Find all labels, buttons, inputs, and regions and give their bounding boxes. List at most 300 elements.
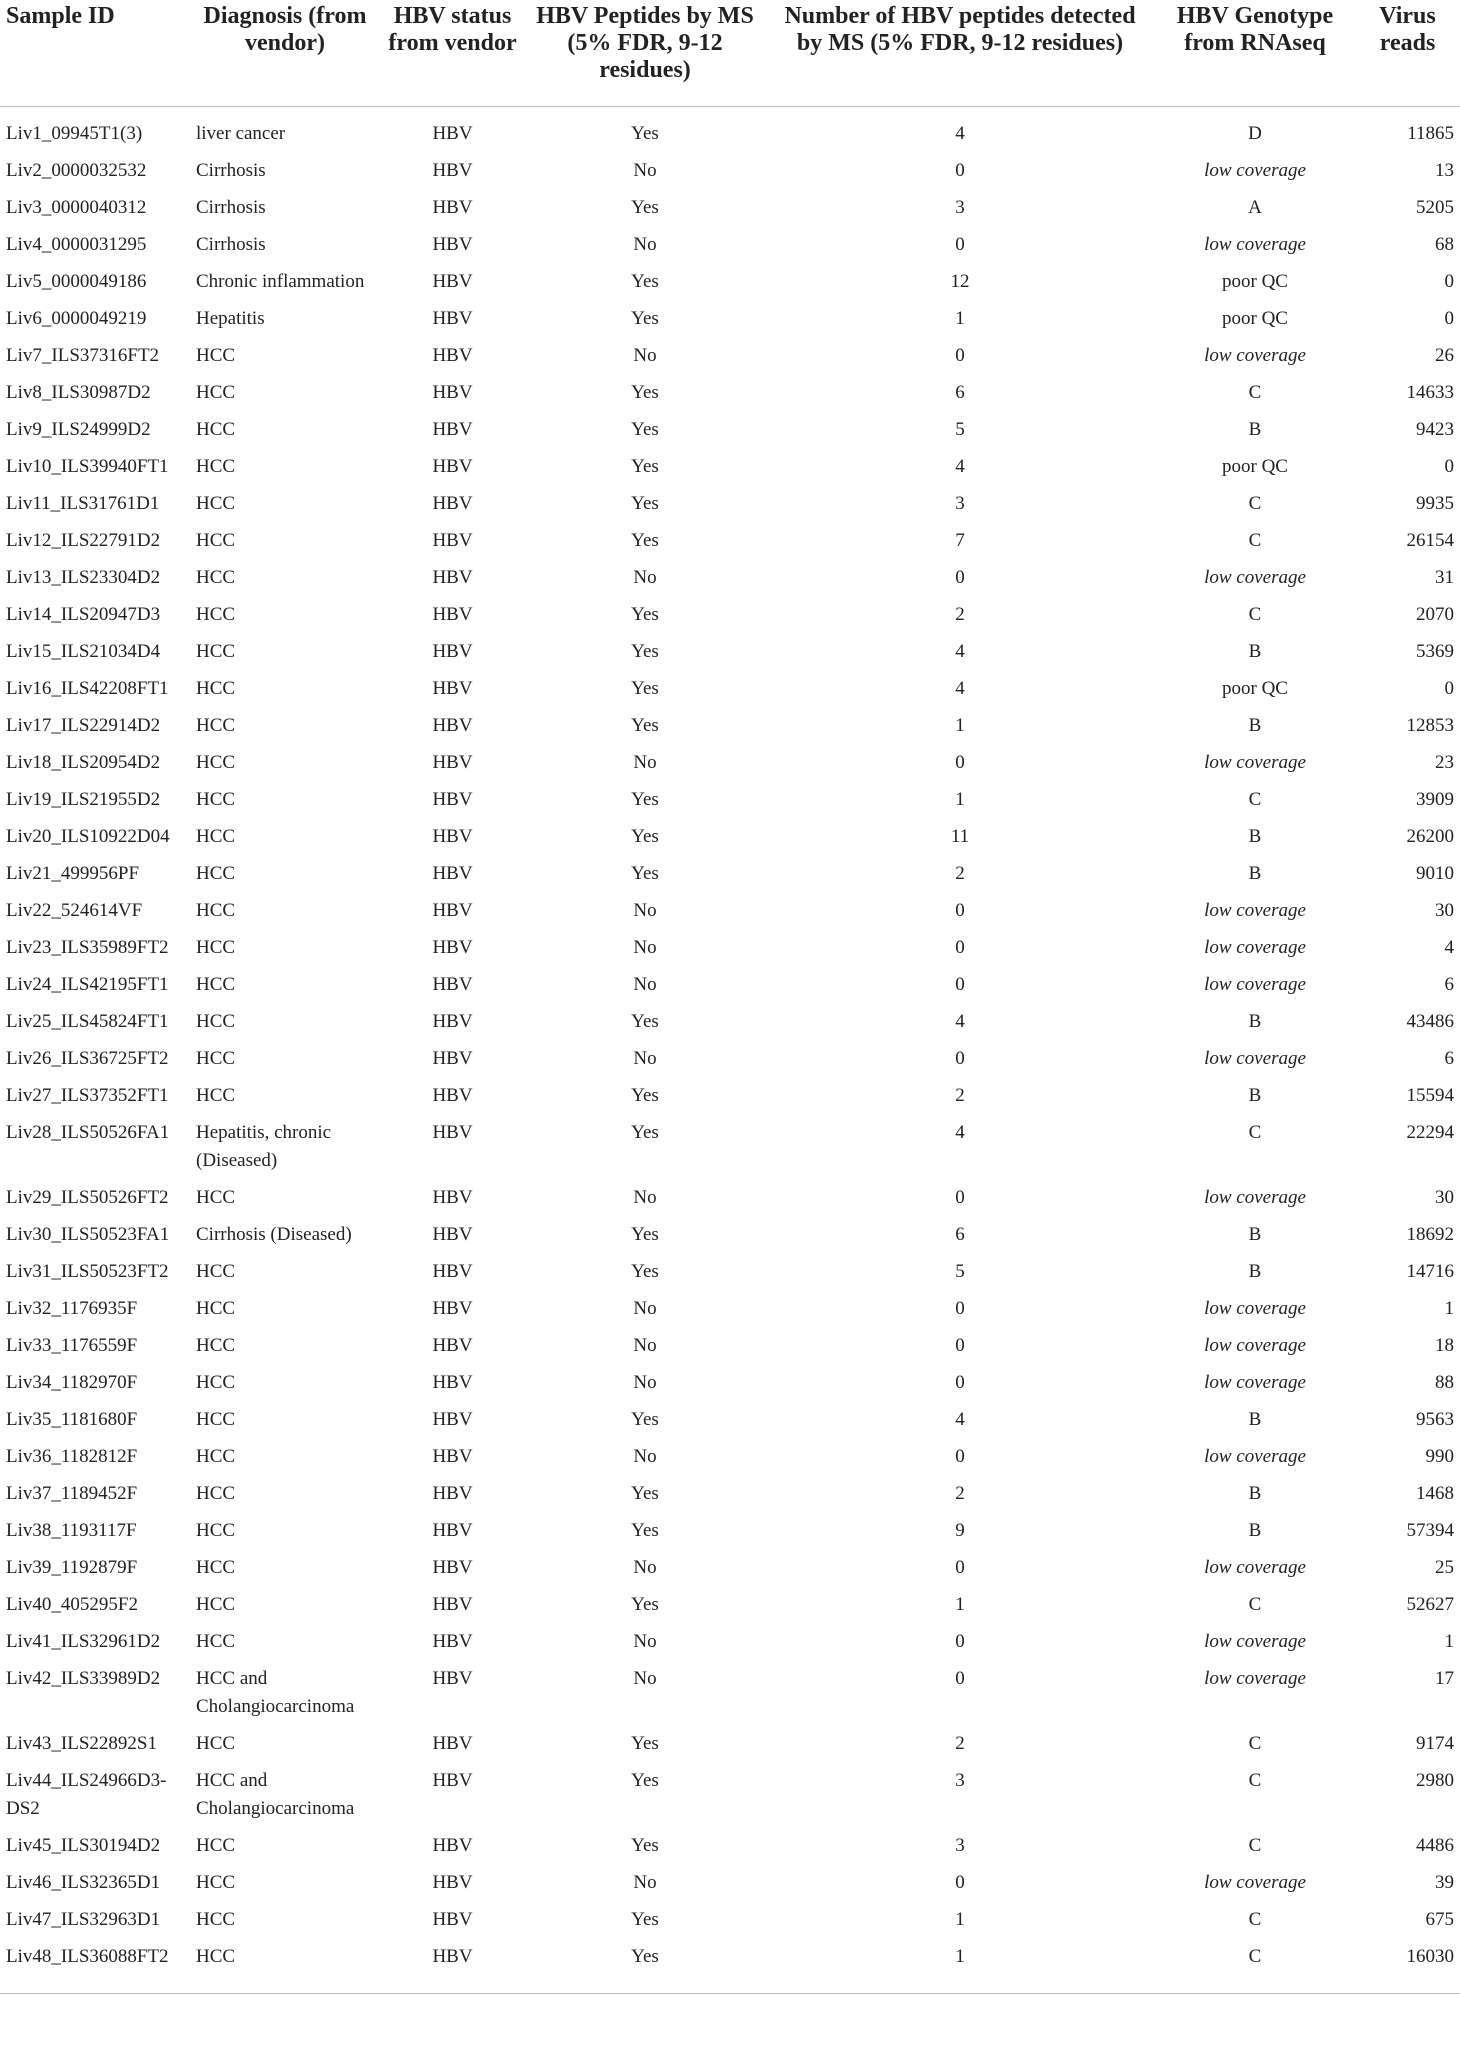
cell-hbv-peptides: Yes (631, 863, 659, 884)
cell-genotype: B (1248, 1224, 1262, 1245)
cell-sample-id: Liv47_ILS32963D1 (6, 1909, 161, 1930)
cell-hbv-status: HBV (432, 1409, 473, 1430)
cell-genotype: low coverage (1204, 160, 1306, 181)
cell-hbv-peptides: Yes (631, 1733, 659, 1754)
cell-peptide-count: 0 (955, 937, 965, 958)
cell-virus-reads: 5369 (1416, 641, 1454, 662)
cell-hbv-status: HBV (432, 382, 473, 403)
cell-virus-reads: 52627 (1406, 1594, 1454, 1615)
cell-virus-reads: 14633 (1406, 382, 1454, 403)
cell-virus-reads: 9563 (1416, 1409, 1454, 1430)
cell-sample-id: Liv6_0000049219 (6, 308, 147, 329)
cell-virus-reads: 30 (1435, 900, 1454, 921)
cell-sample-id: Liv9_ILS24999D2 (6, 419, 151, 440)
cell-peptide-count: 0 (955, 1298, 965, 1319)
cell-virus-reads: 18 (1435, 1335, 1454, 1356)
cell-sample-id: Liv26_ILS36725FT2 (6, 1048, 169, 1069)
table-row (0, 1221, 1460, 1258)
cell-peptide-count: 2 (955, 1085, 965, 1106)
cell-peptide-count: 4 (955, 678, 965, 699)
cell-genotype: low coverage (1204, 1872, 1306, 1893)
cell-genotype: low coverage (1204, 1446, 1306, 1467)
cell-virus-reads: 26200 (1406, 826, 1454, 847)
cell-hbv-status: HBV (432, 160, 473, 181)
cell-hbv-status: HBV (432, 234, 473, 255)
cell-hbv-peptides: Yes (631, 1946, 659, 1967)
cell-diagnosis: HCC (196, 1187, 236, 1208)
cell-virus-reads: 6 (1444, 974, 1454, 995)
cell-diagnosis: HCC (196, 641, 236, 662)
cell-hbv-status: HBV (432, 567, 473, 588)
table-row (0, 268, 1460, 305)
header-genotype: HBV Genotype from RNAseq (1176, 3, 1334, 56)
cell-virus-reads: 2980 (1416, 1770, 1454, 1791)
cell-hbv-status: HBV (432, 456, 473, 477)
table-row (0, 1480, 1460, 1517)
table-body (0, 107, 1460, 1994)
cell-hbv-status: HBV (432, 197, 473, 218)
cell-genotype: low coverage (1204, 937, 1306, 958)
cell-hbv-peptides: No (633, 1335, 657, 1356)
cell-diagnosis: HCC (196, 382, 236, 403)
cell-virus-reads: 14716 (1406, 1261, 1454, 1282)
cell-hbv-status: HBV (432, 1557, 473, 1578)
table-row (0, 1369, 1460, 1406)
cell-virus-reads: 675 (1425, 1909, 1454, 1930)
table-row (0, 157, 1460, 194)
cell-hbv-peptides: Yes (631, 1483, 659, 1504)
cell-sample-id: Liv48_ILS36088FT2 (6, 1946, 169, 1967)
cell-hbv-peptides: Yes (631, 1122, 659, 1143)
cell-hbv-peptides: Yes (631, 382, 659, 403)
cell-peptide-count: 2 (955, 1733, 965, 1754)
cell-hbv-peptides: Yes (631, 789, 659, 810)
cell-sample-id: Liv28_ILS50526FA1 (6, 1122, 170, 1143)
cell-genotype: B (1248, 419, 1262, 440)
cell-peptide-count: 3 (955, 493, 965, 514)
cell-peptide-count: 4 (955, 1122, 965, 1143)
cell-virus-reads: 4 (1444, 937, 1454, 958)
cell-hbv-peptides: Yes (631, 604, 659, 625)
cell-virus-reads: 6 (1444, 1048, 1454, 1069)
cell-hbv-peptides: No (633, 234, 657, 255)
cell-genotype: low coverage (1204, 1187, 1306, 1208)
cell-diagnosis: Cirrhosis (Diseased) (196, 1224, 352, 1245)
cell-peptide-count: 1 (955, 1909, 965, 1930)
cell-sample-id: Liv14_ILS20947D3 (6, 604, 161, 625)
cell-genotype: B (1248, 1011, 1262, 1032)
cell-genotype: A (1248, 197, 1262, 218)
cell-peptide-count: 0 (955, 1187, 965, 1208)
cell-hbv-status: HBV (432, 826, 473, 847)
cell-hbv-peptides: Yes (631, 308, 659, 329)
cell-genotype: B (1248, 715, 1262, 736)
cell-genotype: poor QC (1222, 308, 1288, 329)
cell-hbv-peptides: No (633, 1872, 657, 1893)
cell-virus-reads: 16030 (1406, 1946, 1454, 1967)
cell-diagnosis: liver cancer (196, 123, 286, 144)
cell-genotype: poor QC (1222, 456, 1288, 477)
cell-virus-reads: 5205 (1416, 197, 1454, 218)
cell-peptide-count: 6 (955, 382, 965, 403)
cell-hbv-peptides: Yes (631, 1409, 659, 1430)
cell-peptide-count: 12 (950, 271, 970, 292)
cell-sample-id: Liv31_ILS50523FT2 (6, 1261, 169, 1282)
table-row (0, 1295, 1460, 1332)
cell-hbv-status: HBV (432, 1520, 473, 1541)
cell-hbv-status: HBV (432, 863, 473, 884)
cell-virus-reads: 18692 (1406, 1224, 1454, 1245)
cell-diagnosis: HCC (196, 937, 236, 958)
cell-virus-reads: 23 (1435, 752, 1454, 773)
cell-sample-id: Liv8_ILS30987D2 (6, 382, 151, 403)
cell-genotype: low coverage (1204, 1298, 1306, 1319)
cell-diagnosis: HCC (196, 1335, 236, 1356)
table-row (0, 379, 1460, 416)
cell-hbv-peptides: No (633, 1668, 657, 1689)
cell-virus-reads: 11865 (1407, 123, 1454, 144)
cell-sample-id: Liv12_ILS22791D2 (6, 530, 161, 551)
cell-diagnosis: HCC (196, 1557, 236, 1578)
cell-virus-reads: 4486 (1416, 1835, 1454, 1856)
cell-genotype: B (1248, 1483, 1262, 1504)
table-row (0, 1869, 1460, 1906)
cell-hbv-status: HBV (432, 1668, 473, 1689)
cell-virus-reads: 1 (1444, 1631, 1454, 1652)
cell-hbv-status: HBV (432, 1372, 473, 1393)
cell-hbv-peptides: Yes (631, 1261, 659, 1282)
cell-sample-id: Liv46_ILS32365D1 (6, 1872, 161, 1893)
cell-hbv-status: HBV (432, 1770, 473, 1791)
table-row (0, 527, 1460, 564)
table-row (0, 786, 1460, 823)
cell-genotype: low coverage (1204, 234, 1306, 255)
cell-hbv-status: HBV (432, 1909, 473, 1930)
cell-diagnosis: HCC (196, 752, 236, 773)
cell-genotype: B (1248, 1261, 1262, 1282)
cell-diagnosis: HCC (196, 419, 236, 440)
cell-peptide-count: 1 (955, 308, 965, 329)
cell-genotype: C (1248, 1946, 1262, 1967)
table-row (0, 1258, 1460, 1295)
table-row (0, 1082, 1460, 1119)
cell-genotype: B (1248, 641, 1262, 662)
cell-genotype: low coverage (1204, 345, 1306, 366)
cell-hbv-status: HBV (432, 308, 473, 329)
cell-sample-id: Liv7_ILS37316FT2 (6, 345, 160, 366)
cell-genotype: C (1248, 604, 1262, 625)
cell-genotype: C (1248, 1909, 1262, 1930)
cell-genotype: C (1248, 789, 1262, 810)
table-row (0, 860, 1460, 897)
table-row (0, 194, 1460, 231)
cell-genotype: C (1248, 530, 1262, 551)
cell-peptide-count: 0 (955, 567, 965, 588)
cell-sample-id: Liv34_1182970F (6, 1372, 138, 1393)
cell-diagnosis: HCC and Cholangiocarcinoma (196, 1668, 355, 1717)
cell-genotype: C (1248, 382, 1262, 403)
table-row (0, 1184, 1460, 1221)
table-row (0, 897, 1460, 934)
cell-peptide-count: 9 (955, 1520, 965, 1541)
cell-diagnosis: HCC (196, 1631, 236, 1652)
cell-hbv-peptides: Yes (631, 1770, 659, 1791)
cell-sample-id: Liv1_09945T1(3) (6, 123, 143, 144)
cell-genotype: low coverage (1204, 1048, 1306, 1069)
cell-hbv-status: HBV (432, 1483, 473, 1504)
cell-sample-id: Liv41_ILS32961D2 (6, 1631, 161, 1652)
table-row (0, 712, 1460, 749)
cell-genotype: low coverage (1204, 1557, 1306, 1578)
cell-hbv-peptides: No (633, 752, 657, 773)
table-row (0, 1665, 1460, 1730)
cell-hbv-peptides: No (633, 1631, 657, 1652)
cell-sample-id: Liv30_ILS50523FA1 (6, 1224, 170, 1245)
cell-peptide-count: 0 (955, 1335, 965, 1356)
cell-hbv-status: HBV (432, 641, 473, 662)
cell-genotype: C (1248, 1770, 1262, 1791)
cell-sample-id: Liv18_ILS20954D2 (6, 752, 161, 773)
cell-virus-reads: 22294 (1406, 1122, 1454, 1143)
cell-sample-id: Liv27_ILS37352FT1 (6, 1085, 169, 1106)
cell-hbv-status: HBV (432, 1335, 473, 1356)
table-row (0, 107, 1460, 158)
cell-peptide-count: 2 (955, 863, 965, 884)
cell-sample-id: Liv21_499956PF (6, 863, 140, 884)
cell-diagnosis: Cirrhosis (196, 160, 266, 181)
cell-hbv-status: HBV (432, 1946, 473, 1967)
cell-genotype: C (1248, 1594, 1262, 1615)
cell-hbv-status: HBV (432, 1224, 473, 1245)
cell-diagnosis: HCC (196, 1483, 236, 1504)
cell-diagnosis: HCC (196, 493, 236, 514)
cell-sample-id: Liv22_524614VF (6, 900, 143, 921)
table-row (0, 1591, 1460, 1628)
cell-sample-id: Liv44_ILS24966D3-DS2 (6, 1770, 167, 1819)
cell-virus-reads: 9174 (1416, 1733, 1454, 1754)
cell-peptide-count: 0 (955, 1631, 965, 1652)
cell-virus-reads: 39 (1435, 1872, 1454, 1893)
cell-diagnosis: HCC (196, 1298, 236, 1319)
cell-sample-id: Liv39_1192879F (6, 1557, 138, 1578)
cell-genotype: low coverage (1204, 1668, 1306, 1689)
table-row (0, 1119, 1460, 1184)
cell-hbv-peptides: Yes (631, 1085, 659, 1106)
cell-hbv-peptides: No (633, 1048, 657, 1069)
cell-sample-id: Liv17_ILS22914D2 (6, 715, 161, 736)
cell-hbv-peptides: Yes (631, 1520, 659, 1541)
cell-sample-id: Liv33_1176559F (6, 1335, 138, 1356)
table-row (0, 1554, 1460, 1591)
cell-peptide-count: 0 (955, 1557, 965, 1578)
cell-hbv-peptides: Yes (631, 1909, 659, 1930)
cell-hbv-peptides: Yes (631, 197, 659, 218)
cell-hbv-status: HBV (432, 1187, 473, 1208)
cell-diagnosis: HCC (196, 1946, 236, 1967)
cell-virus-reads: 25 (1435, 1557, 1454, 1578)
cell-sample-id: Liv32_1176935F (6, 1298, 138, 1319)
cell-diagnosis: HCC (196, 974, 236, 995)
cell-virus-reads: 26 (1435, 345, 1454, 366)
cell-peptide-count: 0 (955, 345, 965, 366)
cell-hbv-peptides: Yes (631, 530, 659, 551)
cell-virus-reads: 1468 (1416, 1483, 1454, 1504)
cell-hbv-peptides: Yes (631, 123, 659, 144)
cell-hbv-status: HBV (432, 271, 473, 292)
table-row (0, 1943, 1460, 1994)
cell-hbv-peptides: Yes (631, 1594, 659, 1615)
cell-sample-id: Liv3_0000040312 (6, 197, 147, 218)
table-row (0, 1832, 1460, 1869)
cell-peptide-count: 3 (955, 1770, 965, 1791)
cell-peptide-count: 1 (955, 715, 965, 736)
cell-peptide-count: 4 (955, 1409, 965, 1430)
cell-sample-id: Liv38_1193117F (6, 1520, 137, 1541)
table-row (0, 971, 1460, 1008)
cell-diagnosis: HCC (196, 1085, 236, 1106)
cell-hbv-peptides: Yes (631, 271, 659, 292)
cell-hbv-peptides: Yes (631, 641, 659, 662)
cell-peptide-count: 4 (955, 641, 965, 662)
cell-virus-reads: 26154 (1406, 530, 1454, 551)
cell-diagnosis: HCC (196, 1733, 236, 1754)
cell-hbv-status: HBV (432, 715, 473, 736)
cell-sample-id: Liv25_ILS45824FT1 (6, 1011, 169, 1032)
cell-hbv-status: HBV (432, 1872, 473, 1893)
cell-sample-id: Liv15_ILS21034D4 (6, 641, 161, 662)
cell-genotype: B (1248, 1409, 1262, 1430)
cell-diagnosis: HCC (196, 1372, 236, 1393)
table-row (0, 823, 1460, 860)
cell-peptide-count: 2 (955, 604, 965, 625)
cell-genotype: B (1248, 1085, 1262, 1106)
table-row (0, 601, 1460, 638)
cell-hbv-peptides: Yes (631, 1835, 659, 1856)
cell-diagnosis: HCC (196, 1048, 236, 1069)
cell-diagnosis: HCC (196, 604, 236, 625)
cell-hbv-status: HBV (432, 1594, 473, 1615)
cell-genotype: low coverage (1204, 1631, 1306, 1652)
cell-diagnosis: HCC and Cholangiocarcinoma (196, 1770, 355, 1819)
table-row (0, 1767, 1460, 1832)
cell-hbv-peptides: Yes (631, 1011, 659, 1032)
cell-diagnosis: HCC (196, 789, 236, 810)
cell-hbv-peptides: Yes (631, 456, 659, 477)
cell-diagnosis: Hepatitis, chronic (Diseased) (196, 1122, 332, 1171)
table-row (0, 1517, 1460, 1554)
cell-hbv-status: HBV (432, 789, 473, 810)
cell-hbv-status: HBV (432, 1011, 473, 1032)
cell-virus-reads: 2070 (1416, 604, 1454, 625)
cell-hbv-peptides: No (633, 937, 657, 958)
cell-virus-reads: 43486 (1406, 1011, 1454, 1032)
cell-virus-reads: 15594 (1406, 1085, 1454, 1106)
cell-hbv-status: HBV (432, 678, 473, 699)
cell-diagnosis: HCC (196, 1409, 236, 1430)
cell-sample-id: Liv29_ILS50526FT2 (6, 1187, 169, 1208)
cell-hbv-peptides: No (633, 900, 657, 921)
cell-sample-id: Liv16_ILS42208FT1 (6, 678, 169, 699)
table-row (0, 1332, 1460, 1369)
cell-virus-reads: 1 (1444, 1298, 1454, 1319)
cell-peptide-count: 5 (955, 1261, 965, 1282)
cell-genotype: C (1248, 493, 1262, 514)
header-virus-reads: Virus reads (1379, 3, 1436, 56)
cell-sample-id: Liv5_0000049186 (6, 271, 147, 292)
cell-diagnosis: HCC (196, 1909, 236, 1930)
header-hbv-status: HBV status from vendor (388, 3, 517, 56)
cell-diagnosis: HCC (196, 456, 236, 477)
table-row (0, 1443, 1460, 1480)
cell-peptide-count: 1 (955, 789, 965, 810)
cell-sample-id: Liv36_1182812F (6, 1446, 138, 1467)
cell-hbv-status: HBV (432, 1122, 473, 1143)
cell-diagnosis: HCC (196, 567, 236, 588)
cell-peptide-count: 4 (955, 123, 965, 144)
cell-virus-reads: 0 (1444, 678, 1454, 699)
cell-virus-reads: 31 (1435, 567, 1454, 588)
cell-hbv-status: HBV (432, 974, 473, 995)
cell-hbv-status: HBV (432, 1261, 473, 1282)
cell-sample-id: Liv4_0000031295 (6, 234, 147, 255)
cell-genotype: low coverage (1204, 900, 1306, 921)
cell-diagnosis: HCC (196, 715, 236, 736)
cell-hbv-status: HBV (432, 937, 473, 958)
cell-hbv-status: HBV (432, 1631, 473, 1652)
cell-virus-reads: 0 (1444, 308, 1454, 329)
table-row (0, 490, 1460, 527)
cell-hbv-status: HBV (432, 493, 473, 514)
cell-genotype: C (1248, 1122, 1262, 1143)
table-row (0, 231, 1460, 268)
header-diagnosis: Diagnosis (from vendor) (203, 3, 367, 56)
table-row (0, 416, 1460, 453)
cell-virus-reads: 3909 (1416, 789, 1454, 810)
cell-virus-reads: 0 (1444, 271, 1454, 292)
cell-virus-reads: 57394 (1406, 1520, 1454, 1541)
cell-virus-reads: 0 (1444, 456, 1454, 477)
cell-hbv-status: HBV (432, 419, 473, 440)
cell-sample-id: Liv11_ILS31761D1 (6, 493, 160, 514)
cell-hbv-peptides: No (633, 1187, 657, 1208)
cell-virus-reads: 990 (1425, 1446, 1454, 1467)
cell-hbv-peptides: Yes (631, 493, 659, 514)
cell-sample-id: Liv35_1181680F (6, 1409, 138, 1430)
cell-hbv-peptides: No (633, 974, 657, 995)
cell-diagnosis: HCC (196, 530, 236, 551)
cell-hbv-status: HBV (432, 345, 473, 366)
cell-hbv-status: HBV (432, 1298, 473, 1319)
table-row (0, 1045, 1460, 1082)
cell-diagnosis: Cirrhosis (196, 197, 266, 218)
cell-virus-reads: 9010 (1416, 863, 1454, 884)
cell-sample-id: Liv43_ILS22892S1 (6, 1733, 157, 1754)
cell-hbv-status: HBV (432, 1048, 473, 1069)
cell-peptide-count: 0 (955, 234, 965, 255)
cell-hbv-status: HBV (432, 1835, 473, 1856)
table-row (0, 305, 1460, 342)
table-row (0, 453, 1460, 490)
cell-virus-reads: 68 (1435, 234, 1454, 255)
cell-peptide-count: 0 (955, 160, 965, 181)
table-bottom-rule (0, 1994, 1460, 2005)
cell-diagnosis: HCC (196, 1011, 236, 1032)
cell-peptide-count: 4 (955, 456, 965, 477)
cell-genotype: B (1248, 826, 1262, 847)
cell-sample-id: Liv23_ILS35989FT2 (6, 937, 169, 958)
cell-hbv-peptides: Yes (631, 678, 659, 699)
cell-hbv-status: HBV (432, 530, 473, 551)
